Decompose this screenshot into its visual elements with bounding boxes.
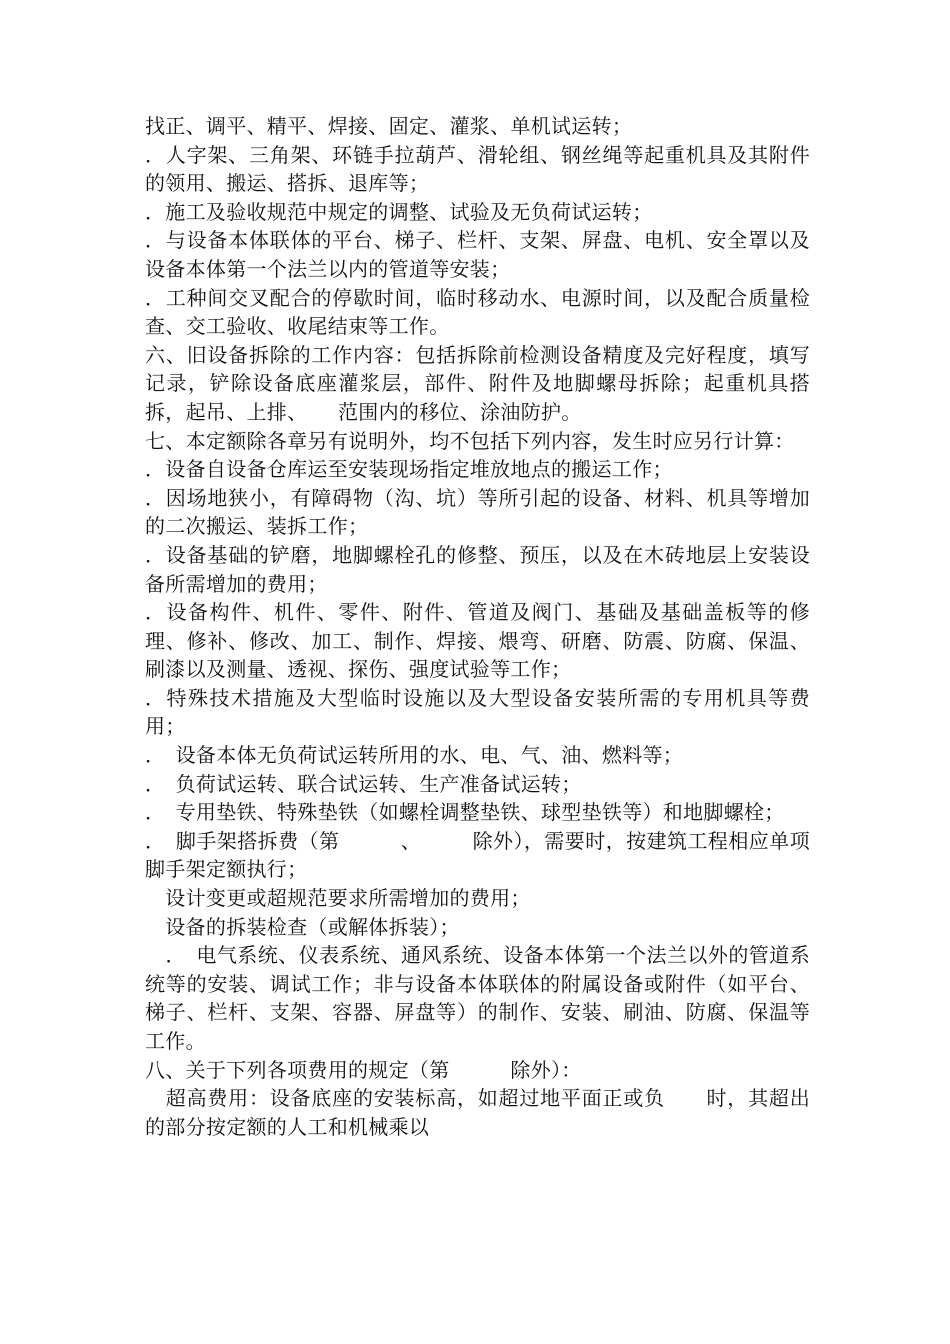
list-item: ． 专用垫铁、特殊垫铁（如螺栓调整垫铁、球型垫铁等）和地脚螺栓； xyxy=(145,800,785,825)
list-item: ． 脚手架搭拆费（第 、 除外），需要时，按建筑工程相应单项脚手架定额执行； xyxy=(145,828,810,882)
list-item: ．特殊技术措施及大型临时设施以及大型设备安装所需的专用机具等费用； xyxy=(145,685,810,739)
list-item: ．设备自设备仓库运至安装现场指定堆放地点的搬运工作； xyxy=(145,457,673,482)
list-item: ．工种间交叉配合的停歇时间，临时移动水、电源时间，以及配合质量检查、交工验收、收尾结束等工作。 xyxy=(145,285,810,339)
section-paragraph-eight: 八、关于下列各项费用的规定（第 除外）： xyxy=(145,1057,582,1082)
list-item: ．人字架、三角架、环链手拉葫芦、滑轮组、钢丝绳等起重机具及其附件的领用、搬运、搭拆、退库等； xyxy=(145,142,810,196)
list-item: 设计变更或超规范要求所需增加的费用； xyxy=(145,886,531,911)
list-item: ．与设备本体联体的平台、梯子、栏杆、支架、屏盘、电机、安全罩以及设备本体第一个法兰以内的管道等安装； xyxy=(145,228,810,281)
section-paragraph-six: 六、旧设备拆除的工作内容：包括拆除前检测设备精度及完好程度，填写记录，铲除设备底座灌浆层，部件、附件及地脚螺母拆除；起重机具搭拆，起吊、上排、 范围内的移位、涂油防护。 xyxy=(145,342,810,424)
document-body xyxy=(145,112,810,1141)
list-item: ．施工及验收规范中规定的调整、试验及无负荷试运转； xyxy=(145,199,653,224)
paragraph: 找正、调平、精平、焊接、固定、灌浆、单机试运转； xyxy=(145,114,633,138)
section-paragraph-seven: 七、本定额除各章另有说明外，均不包括下列内容，发生时应另行计算： xyxy=(145,428,795,453)
list-item: ． 电气系统、仪表系统、通风系统、设备本体第一个法兰以外的管道系统等的安装、调试工作；非与设备本体联体的附属设备或附件（如平台、梯子、栏杆、支架、容器、屏盘等）的制作、安装、刷油、防腐、保温等工作。 xyxy=(145,943,810,1053)
list-item: 设备的拆装检查（或解体拆装）； xyxy=(145,914,460,939)
list-item: ．设备构件、机件、零件、附件、管道及阀门、基础及基础盖板等的修理、修补、修改、加工、制作、焊接、煨弯、研磨、防震、防腐、保温、刷漆以及测量、透视、探伤、强度试验等工作； xyxy=(145,600,810,682)
paragraph: 超高费用：设备底座的安装标高，如超过地平面正或负 时，其超出的部分按定额的人工和机械乘以 xyxy=(145,1086,810,1139)
list-item: ．因场地狭小，有障碍物（沟、坑）等所引起的设备、材料、机具等增加的二次搬运、装拆工作； xyxy=(145,485,810,539)
list-item: ． 设备本体无负荷试运转所用的水、电、气、油、燃料等； xyxy=(145,743,684,768)
list-item: ． 负荷试运转、联合试运转、生产准备试运转； xyxy=(145,771,582,796)
list-item: ．设备基础的铲磨，地脚螺栓孔的修整、预压，以及在木砖地层上安装设备所需增加的费用； xyxy=(145,542,810,596)
